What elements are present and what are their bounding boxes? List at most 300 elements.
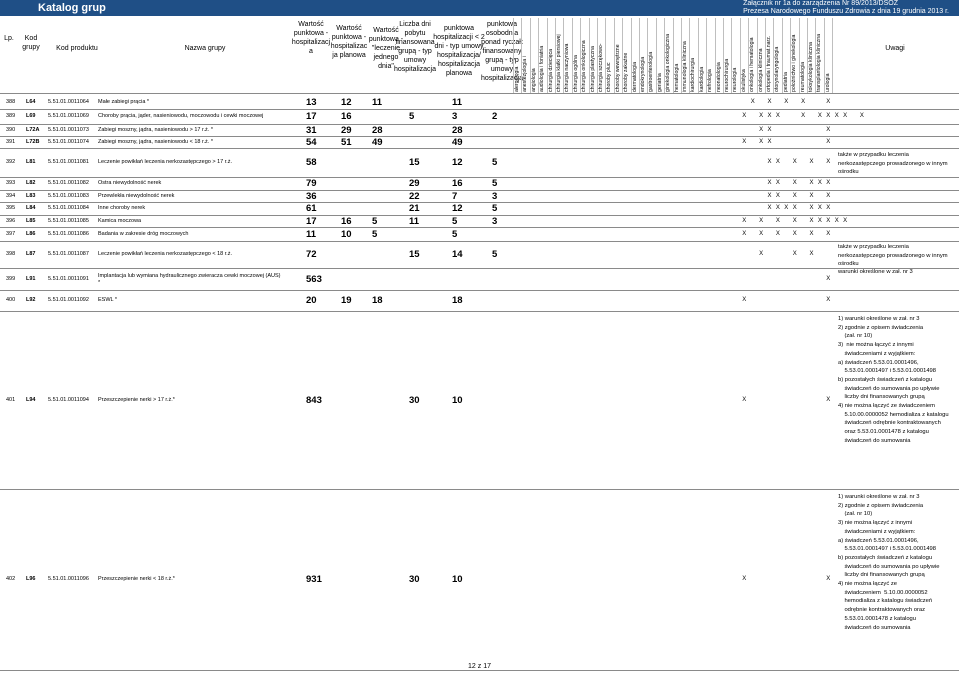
specialty-divider [547, 18, 548, 93]
specialty-divider [723, 18, 724, 93]
row-divider [0, 241, 959, 242]
specialty-mark: X [809, 205, 814, 211]
row-divider [0, 670, 959, 671]
specialty-divider [757, 18, 758, 93]
row-kod-grupy: L72A [26, 127, 40, 133]
row-lp: 390 [6, 127, 16, 133]
row-liczba-dni: 29 [409, 178, 420, 189]
specialty-mark: X [742, 218, 747, 224]
row-uwagi: 1) warunki określone w zał. nr 3 2) zgodnie z opisem świadczenia (zał. nr 10) 3) nie można łączyć z innymi świadczeniami z wyjątkiem: a) świadczeń 5.53.01.0001496, 5.53.01.0001497 i 5.53.01.0001498 b) pozostałych świadczeń z katalogu świadczeń do sumowania po upływie liczby dni finansowanych grupą 4) nie można łączyć ze świadczeniem 5.10.00.0000052 hemodializa z katalogu świadczeń odrębnie kontraktowanych oraz 5.53.01.0001478 z katalogu świadczeń do sumowania [838, 494, 940, 631]
row-divider [0, 227, 959, 228]
row-punkty-2-dni: 10 [452, 395, 463, 406]
row-uwagi: 1) warunki określone w zał. nr 3 2) zgodnie z opisem świadczenia (zał. nr 10) 3) nie można łączyć z innymi świadczeniami z wyjątkiem: a) świadczeń 5.53.01.0001496, 5.53.01.0001497 i 5.53.01.0001498 b) pozostałych świadczeń z katalogu świadczeń do sumowania po upływie liczby dni finansowanych grupą 4) nie można łączyć ze świadczeniem 5.10.00.0000052 hemodializa z katalogu świadczeń odrębnie kontraktowanych oraz 5.53.01.0001478 z katalogu świadczeń do sumowania [838, 316, 949, 444]
row-kod-grupy: L82 [26, 180, 36, 186]
specialty-divider [605, 18, 606, 93]
row-kod-produktu: 5.51.01.0011073 [48, 127, 89, 133]
specialty-mark: X [742, 576, 747, 582]
row-wartosc-planowa: 19 [341, 295, 352, 306]
row-punkty-2-dni: 12 [452, 203, 463, 214]
specialty-mark: X [826, 297, 831, 303]
row-nazwa: Badania w zakresie dróg moczowych [98, 231, 189, 237]
specialty-header: choroby płuc [606, 62, 613, 92]
specialty-divider [698, 18, 699, 93]
row-osobodnia: 3 [492, 191, 498, 202]
specialty-mark: X [767, 159, 772, 165]
row-wartosc-jednego-dnia: 11 [372, 97, 383, 108]
specialty-divider [597, 18, 598, 93]
specialty-header: gastroenterologia [648, 51, 655, 92]
specialty-header: ortopedia i traumat.narz. [766, 35, 772, 92]
row-liczba-dni: 21 [409, 203, 420, 214]
specialty-mark: X [767, 180, 772, 186]
row-punkty-2-dni: 7 [452, 191, 458, 202]
specialty-header: dermatologia [631, 62, 638, 92]
specialty-mark: X [742, 297, 747, 303]
row-wartosc-hospitalizacja: 11 [306, 229, 317, 240]
row-kod-produktu: 5.51.01.0011082 [48, 180, 89, 186]
row-wartosc-planowa: 12 [341, 97, 352, 108]
page-number: 12 z 17 [468, 663, 491, 670]
row-kod-grupy: L85 [26, 218, 36, 224]
row-wartosc-hospitalizacja: 54 [306, 137, 317, 148]
specialty-divider [731, 18, 732, 93]
specialty-header: otorynolaryngologia [774, 46, 781, 92]
specialty-divider [706, 18, 707, 93]
row-wartosc-hospitalizacja: 58 [306, 157, 317, 168]
row-punkty-2-dni: 3 [452, 111, 458, 122]
specialty-header: położnictwo i ginekologia [791, 34, 798, 92]
row-lp: 397 [6, 231, 16, 237]
specialty-divider [681, 18, 682, 93]
specialty-mark: X [742, 139, 747, 145]
specialty-header: onkologia kliniczna [757, 48, 764, 92]
row-wartosc-hospitalizacja: 36 [306, 191, 317, 202]
specialty-mark: X [809, 180, 814, 186]
specialty-mark: X [809, 159, 814, 165]
specialty-header: choroby zakaźne [623, 52, 630, 92]
specialty-header: chirurgia naczyniowa [564, 43, 571, 92]
row-punkty-2-dni: 18 [452, 295, 463, 306]
specialty-divider [689, 18, 690, 93]
row-divider [0, 148, 959, 149]
specialty-mark: X [784, 99, 789, 105]
specialty-header: urologia [824, 73, 831, 92]
specialty-mark: X [759, 127, 764, 133]
regulation-line-1: Załącznik nr 1a do zarządzenia Nr 89/2013/DSOZ [743, 0, 898, 7]
row-divider [0, 290, 959, 291]
row-kod-grupy: L96 [26, 576, 36, 582]
specialty-divider [740, 18, 741, 93]
row-punkty-2-dni: 16 [452, 178, 463, 189]
specialty-divider [555, 18, 556, 93]
specialty-mark: X [826, 193, 831, 199]
column-header-osobodnia: punktowa osobodnia ponad ryczałt finansowany grupą - typ umowy hospitalizacja [480, 21, 524, 82]
specialty-mark: X [767, 99, 772, 105]
row-liczba-dni: 30 [409, 395, 420, 406]
specialty-header: neurologia [732, 67, 739, 92]
row-nazwa: Inne choroby nerek [98, 205, 146, 211]
row-liczba-dni: 15 [409, 249, 420, 260]
specialty-mark: X [826, 576, 831, 582]
specialty-mark: X [767, 113, 772, 119]
row-kod-grupy: L64 [26, 99, 36, 105]
row-lp: 398 [6, 251, 16, 257]
specialty-mark: X [826, 139, 831, 145]
row-kod-grupy: L83 [26, 193, 36, 199]
row-kod-produktu: 5.51.01.0011092 [48, 297, 89, 303]
specialty-header: alergologia [514, 66, 520, 92]
row-punkty-2-dni: 5 [452, 229, 458, 240]
row-punkty-2-dni: 11 [452, 97, 463, 108]
specialty-divider [631, 18, 632, 93]
row-osobodnia: 5 [492, 157, 498, 168]
specialty-header: transplantologia kliniczna [816, 34, 823, 92]
row-lp: 399 [6, 276, 16, 282]
row-kod-grupy: L72B [26, 139, 40, 145]
specialty-mark: X [809, 231, 814, 237]
specialty-mark: X [792, 159, 797, 165]
row-punkty-2-dni: 49 [452, 137, 463, 148]
row-osobodnia: 5 [492, 249, 498, 260]
row-lp: 392 [6, 159, 16, 165]
specialty-divider [832, 18, 833, 93]
specialty-mark: X [817, 180, 822, 186]
row-punkty-2-dni: 14 [452, 249, 463, 260]
row-kod-produktu: 5.51.01.0011091 [48, 276, 89, 282]
row-wartosc-hospitalizacja: 72 [306, 249, 317, 260]
specialty-header: chirurgia ogólna [572, 55, 579, 92]
specialty-header: hematologia [673, 63, 680, 92]
specialty-divider [563, 18, 564, 93]
specialty-divider [773, 18, 774, 93]
specialty-mark: X [859, 113, 864, 119]
specialty-header: chirurgia plastyczna [589, 46, 596, 92]
row-kod-produktu: 5.51.01.0011083 [48, 193, 89, 199]
specialty-mark: X [759, 218, 764, 224]
column-header-lp: Lp. [4, 35, 14, 42]
specialty-mark: X [784, 205, 789, 211]
specialty-mark: X [759, 139, 764, 145]
row-wartosc-planowa: 29 [341, 125, 352, 136]
specialty-mark: X [775, 113, 780, 119]
row-nazwa: Przeszczepienie nerki > 17 r.ż.* [98, 397, 175, 403]
specialty-mark: X [843, 218, 848, 224]
specialty-header: kardiologia [698, 66, 705, 92]
specialty-divider [807, 18, 808, 93]
specialty-mark: X [826, 113, 831, 119]
specialty-mark: X [742, 397, 747, 403]
specialty-divider [647, 18, 648, 93]
specialty-mark: X [817, 113, 822, 119]
specialty-mark: X [775, 205, 780, 211]
row-wartosc-jednego-dnia: 49 [372, 137, 383, 148]
row-wartosc-jednego-dnia: 5 [372, 229, 378, 240]
row-liczba-dni: 30 [409, 574, 420, 585]
specialty-mark: X [843, 113, 848, 119]
row-kod-grupy: L87 [26, 251, 36, 257]
row-uwagi: także w przypadku leczenia nerkozastępczego prowadzonego w innym ośrodku [838, 152, 948, 176]
specialty-mark: X [834, 113, 839, 119]
specialty-divider [790, 18, 791, 93]
specialty-mark: X [826, 397, 831, 403]
row-kod-produktu: 5.51.01.0011081 [48, 159, 89, 165]
row-wartosc-hospitalizacja: 79 [306, 178, 317, 189]
row-divider [0, 202, 959, 203]
column-header-punkty-2-dni: punktowa hospitalizacji < 2 dni - typ umowy hospitalizacja/ hospitalizacja planowa [433, 25, 485, 77]
specialty-header: geriatria [656, 73, 663, 92]
row-lp: 402 [6, 576, 16, 582]
row-lp: 400 [6, 297, 16, 303]
row-kod-produktu: 5.51.01.0011086 [48, 231, 89, 237]
specialty-divider [513, 18, 514, 93]
specialty-header: okulistyka [740, 69, 747, 92]
row-wartosc-hospitalizacja: 931 [306, 574, 322, 585]
row-nazwa: Zabiegi moszny, jądra, nasieniowodu > 17 r.ż. * [98, 127, 214, 133]
specialty-mark: X [792, 205, 797, 211]
row-nazwa: Kamica moczowa [98, 218, 142, 224]
specialty-mark: X [792, 193, 797, 199]
specialty-mark: X [792, 218, 797, 224]
row-uwagi: także w przypadku leczenia nerkozastępczego prowadzonego w innym ośrodku [838, 244, 948, 268]
row-wartosc-hospitalizacja: 13 [306, 97, 317, 108]
specialty-divider [538, 18, 539, 93]
specialty-header: pediatria [782, 72, 789, 92]
title-banner [0, 0, 959, 16]
specialty-mark: X [817, 205, 822, 211]
specialty-header: endokrynologia [640, 56, 646, 92]
row-wartosc-hospitalizacja: 17 [306, 111, 317, 122]
specialty-header: chirurgia onkologiczna [581, 40, 588, 92]
specialty-mark: X [767, 205, 772, 211]
specialty-header: reumatologia [799, 62, 806, 92]
specialty-divider [622, 18, 623, 93]
specialty-mark: X [775, 159, 780, 165]
row-lp: 388 [6, 99, 16, 105]
row-wartosc-hospitalizacja: 843 [306, 395, 322, 406]
row-kod-produktu: 5.51.01.0011069 [48, 113, 89, 119]
row-wartosc-hospitalizacja: 20 [306, 295, 317, 306]
specialty-mark: X [767, 193, 772, 199]
specialty-divider [799, 18, 800, 93]
specialty-divider [664, 18, 665, 93]
row-divider [0, 489, 959, 490]
specialty-header: ginekologia onkologiczna [665, 34, 672, 92]
column-header-uwagi: Uwagi [885, 45, 905, 52]
row-divider [0, 177, 959, 178]
row-kod-produktu: 5.51.01.0011085 [48, 218, 89, 224]
specialty-mark: X [809, 218, 814, 224]
specialty-mark: X [742, 231, 747, 237]
specialty-header: chirurgia dziecięca [547, 49, 554, 92]
specialty-divider [748, 18, 749, 93]
row-kod-grupy: L92 [26, 297, 36, 303]
specialty-divider [782, 18, 783, 93]
row-divider [0, 109, 959, 110]
row-liczba-dni: 15 [409, 157, 420, 168]
specialty-mark: X [826, 276, 831, 282]
row-wartosc-planowa: 10 [341, 229, 352, 240]
specialty-divider [530, 18, 531, 93]
row-wartosc-planowa: 16 [341, 111, 352, 122]
specialty-header: anestezjologia i [522, 56, 529, 92]
column-header-wartosc-jednego-dnia: Wartość punktowa - "leczenie jednego dnia" [368, 27, 404, 70]
specialty-mark: X [767, 127, 772, 133]
specialty-divider [715, 18, 716, 93]
row-wartosc-hospitalizacja: 563 [306, 274, 322, 285]
specialty-header: neurochirurgia [724, 58, 730, 92]
specialty-mark: X [801, 99, 806, 105]
row-lp: 396 [6, 218, 16, 224]
row-wartosc-jednego-dnia: 18 [372, 295, 383, 306]
specialty-mark: X [750, 99, 755, 105]
row-divider [0, 268, 959, 269]
specialty-divider [521, 18, 522, 93]
row-kod-produktu: 5.51.01.0011087 [48, 251, 89, 257]
row-wartosc-jednego-dnia: 28 [372, 125, 383, 136]
row-nazwa: Ostra niewydolność nerek [98, 180, 162, 186]
row-liczba-dni: 22 [409, 191, 420, 202]
specialty-mark: X [792, 251, 797, 257]
specialty-mark: X [809, 193, 814, 199]
row-kod-grupy: L86 [26, 231, 36, 237]
specialty-divider [580, 18, 581, 93]
specialty-mark: X [834, 218, 839, 224]
row-nazwa: Małe zabiegi prącia * [98, 99, 150, 105]
row-nazwa: Przewlekła niewydolność nerek [98, 193, 175, 199]
row-lp: 394 [6, 193, 16, 199]
specialty-mark: X [759, 231, 764, 237]
specialty-mark: X [826, 180, 831, 186]
row-nazwa: Choroby prącia, jąder, nasieniowodu, moczowodu i cewki moczowej [98, 113, 264, 119]
specialty-mark: X [809, 251, 814, 257]
regulation-line-2: Prezesa Narodowego Funduszu Zdrowia z dnia 19 grudnia 2013 r. [743, 8, 949, 15]
row-wartosc-jednego-dnia: 5 [372, 216, 378, 227]
row-divider [0, 190, 959, 191]
specialty-header: audiologia i foniatria [539, 45, 546, 92]
specialty-header: chirurgia klatki piersiowej [556, 34, 562, 92]
row-lp: 395 [6, 205, 16, 211]
row-wartosc-hospitalizacja: 17 [306, 216, 317, 227]
row-lp: 401 [6, 397, 16, 403]
row-punkty-2-dni: 28 [452, 125, 463, 136]
row-osobodnia: 5 [492, 178, 498, 189]
specialty-mark: X [742, 113, 747, 119]
row-wartosc-hospitalizacja: 31 [306, 125, 317, 136]
row-kod-produktu: 5.51.01.0011064 [48, 99, 89, 105]
row-kod-grupy: L91 [26, 276, 36, 282]
row-divider [0, 215, 959, 216]
row-osobodnia: 2 [492, 111, 498, 122]
specialty-divider [572, 18, 573, 93]
row-kod-grupy: L69 [26, 113, 36, 119]
specialty-header: toksykologia kliniczna [808, 42, 814, 92]
row-liczba-dni: 5 [409, 111, 415, 122]
specialty-mark: X [759, 251, 764, 257]
row-punkty-2-dni: 12 [452, 157, 463, 168]
specialty-mark: X [767, 139, 772, 145]
row-divider [0, 136, 959, 137]
specialty-divider [824, 18, 825, 93]
specialty-mark: X [826, 99, 831, 105]
row-nazwa: Zabiegi moszny, jądra, nasieniowodu < 18 r.ż. * [98, 139, 214, 145]
specialty-header: kardiochirurgia [690, 57, 697, 92]
row-nazwa: Leczenie powikłań leczenia nerkozastępczego < 18 r.ż. [98, 251, 233, 257]
row-wartosc-planowa: 51 [341, 137, 352, 148]
row-lp: 389 [6, 113, 16, 119]
row-nazwa: Leczenie powikłań leczenia nerkozastępczego > 17 r.ż. [98, 159, 233, 165]
column-header-kod-produktu: Kod produktu [56, 45, 98, 52]
column-header-wartosc-planowa: Wartość punktowa - hospitalizac ja planowa [330, 25, 368, 59]
specialty-mark: X [826, 231, 831, 237]
specialty-divider [815, 18, 816, 93]
specialty-header: immunologia kliniczna [682, 41, 688, 92]
row-nazwa: Przeszczepienie nerki < 18 r.ż.* [98, 576, 175, 582]
specialty-header: angiologia [530, 68, 537, 92]
specialty-header: neonatologia [715, 62, 722, 92]
row-kod-produktu: 5.51.01.0011094 [48, 397, 89, 403]
regulation-reference [743, 0, 949, 16]
specialty-mark: X [775, 231, 780, 237]
row-kod-produktu: 5.51.01.0011084 [48, 205, 89, 211]
specialty-divider [765, 18, 766, 93]
row-kod-grupy: L81 [26, 159, 36, 165]
specialty-mark: X [826, 218, 831, 224]
specialty-divider [639, 18, 640, 93]
row-lp: 393 [6, 180, 16, 186]
specialty-mark: X [759, 113, 764, 119]
row-uwagi: warunki określone w zał. nr 3 [838, 269, 913, 275]
specialty-header: choroby wewnętrzne [614, 44, 621, 92]
row-kod-produktu: 5.51.01.0011074 [48, 139, 89, 145]
specialty-header: nefrologia [707, 69, 714, 92]
row-kod-grupy: L84 [26, 205, 36, 211]
row-punkty-2-dni: 5 [452, 216, 458, 227]
document-title: Katalog grup [38, 2, 106, 14]
column-header-kod-grupy: Kod grupy [22, 35, 40, 51]
specialty-mark: X [792, 180, 797, 186]
specialty-divider [614, 18, 615, 93]
row-wartosc-hospitalizacja: 61 [306, 203, 317, 214]
row-osobodnia: 3 [492, 216, 498, 227]
column-header-nazwa: Nazwa grupy [184, 45, 226, 52]
row-lp: 391 [6, 139, 16, 145]
row-liczba-dni: 11 [409, 216, 420, 227]
row-nazwa: Implantacja lub wymiana hydraulicznego zwieracza cewki moczowej (AUS) * [98, 273, 281, 286]
specialty-mark: X [801, 113, 806, 119]
row-punkty-2-dni: 10 [452, 574, 463, 585]
column-header-wartosc-hospitalizacja: Wartość punktowa - hospitalizacj a [291, 21, 331, 55]
specialty-divider [673, 18, 674, 93]
specialty-divider [589, 18, 590, 93]
specialty-header: chirurgia szczękowo- [598, 43, 604, 92]
row-wartosc-planowa: 16 [341, 216, 352, 227]
column-header-liczba-dni: Liczba dni pobytu finansowana grupą - typ umowy hospitalizacja [393, 21, 437, 73]
specialty-header: onkologia i hematologia [749, 37, 756, 92]
row-kod-grupy: L94 [26, 397, 36, 403]
specialty-mark: X [775, 180, 780, 186]
specialty-divider [656, 18, 657, 93]
specialty-mark: X [817, 218, 822, 224]
row-osobodnia: 5 [492, 203, 498, 214]
row-kod-produktu: 5.51.01.0011096 [48, 576, 89, 582]
row-nazwa: ESWL * [98, 297, 118, 303]
specialty-mark: X [826, 127, 831, 133]
specialty-mark: X [826, 205, 831, 211]
specialty-mark: X [775, 193, 780, 199]
specialty-mark: X [792, 231, 797, 237]
specialty-mark: X [826, 159, 831, 165]
specialty-mark: X [775, 218, 780, 224]
